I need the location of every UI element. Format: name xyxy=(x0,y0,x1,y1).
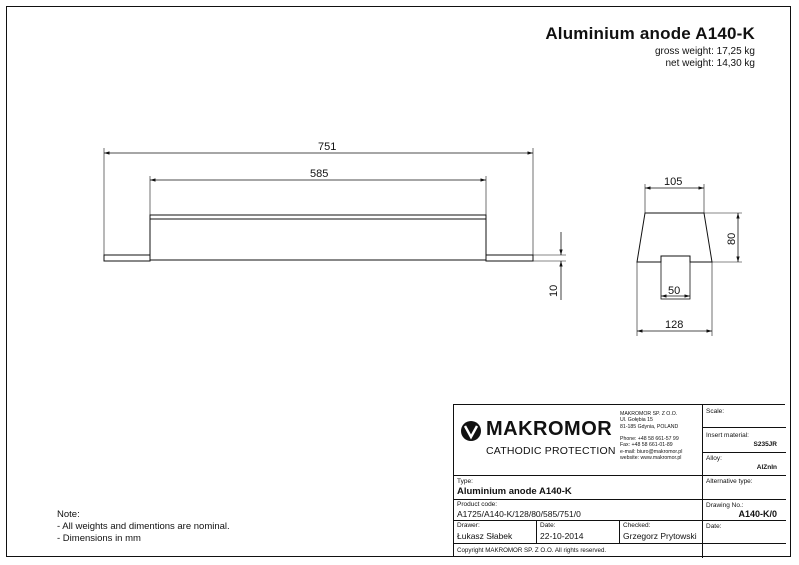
product-code-label: Product code: xyxy=(457,501,498,508)
product-code-value: A1725/A140-K/128/80/585/751/0 xyxy=(457,509,581,519)
notes-heading: Note: xyxy=(57,509,80,520)
insert-material-value: S235JR xyxy=(753,441,777,448)
anode-body-side xyxy=(150,215,486,260)
dim-50: 50 xyxy=(668,285,681,297)
strap-left xyxy=(104,255,150,261)
makromor-logo-icon xyxy=(460,420,482,442)
title-block xyxy=(453,404,785,557)
drawing-no-label: Drawing No.: xyxy=(706,502,744,509)
date-value: 22-10-2014 xyxy=(540,531,584,541)
checked-value: Grzegorz Prytowski xyxy=(623,531,697,541)
scale-label: Scale: xyxy=(706,408,725,415)
type-label: Type: xyxy=(457,478,473,485)
dim-128: 128 xyxy=(665,319,684,331)
drawing-no-value: A140-K/0 xyxy=(738,509,777,519)
copyright: Copyright MAKROMOR SP. Z O.O. All rights reserved. xyxy=(457,547,607,554)
notes xyxy=(57,509,230,545)
type-value: Aluminium anode A140-K xyxy=(457,486,572,497)
checked-label: Checked: xyxy=(623,522,651,529)
strap-right xyxy=(486,255,533,261)
drawing-title: Aluminium anode A140-K xyxy=(545,24,755,43)
dim-105: 105 xyxy=(664,176,683,188)
dim-10: 10 xyxy=(548,284,560,297)
dim-751: 751 xyxy=(318,141,337,153)
dim-80: 80 xyxy=(726,232,738,245)
net-weight: net weight: 14,30 kg xyxy=(665,58,755,69)
alternative-type-label: Alternative type: xyxy=(706,478,753,485)
anode-end-profile xyxy=(637,213,712,262)
date-label: Date: xyxy=(540,522,556,529)
company-name: MAKROMOR xyxy=(486,418,613,440)
right-date-label: Date: xyxy=(706,523,722,530)
gross-weight: gross weight: 17,25 kg xyxy=(654,46,755,57)
company-subtitle: CATHODIC PROTECTION xyxy=(486,445,616,457)
alloy-value: AlZnIn xyxy=(756,464,777,471)
insert-material-label: Insert material: xyxy=(706,432,749,439)
company-address: MAKROMOR SP. Z O.O. Ul. Gołębia 15 81-185 Gdynia, POLAND Phone: +48 58 661-57 99 Fax: +48 58 661-01-89 e-mail: biuro@makromor.pl website: www.makromor.pl xyxy=(620,411,683,462)
drawer-label: Drawer: xyxy=(457,522,480,529)
note-line-1: - All weights and dimentions are nominal. xyxy=(57,521,230,532)
dim-585: 585 xyxy=(310,168,329,180)
drawer-value: Łukasz Słabek xyxy=(457,531,513,541)
alloy-label: Alloy: xyxy=(706,455,722,462)
note-line-2: - Dimensions in mm xyxy=(57,533,141,544)
